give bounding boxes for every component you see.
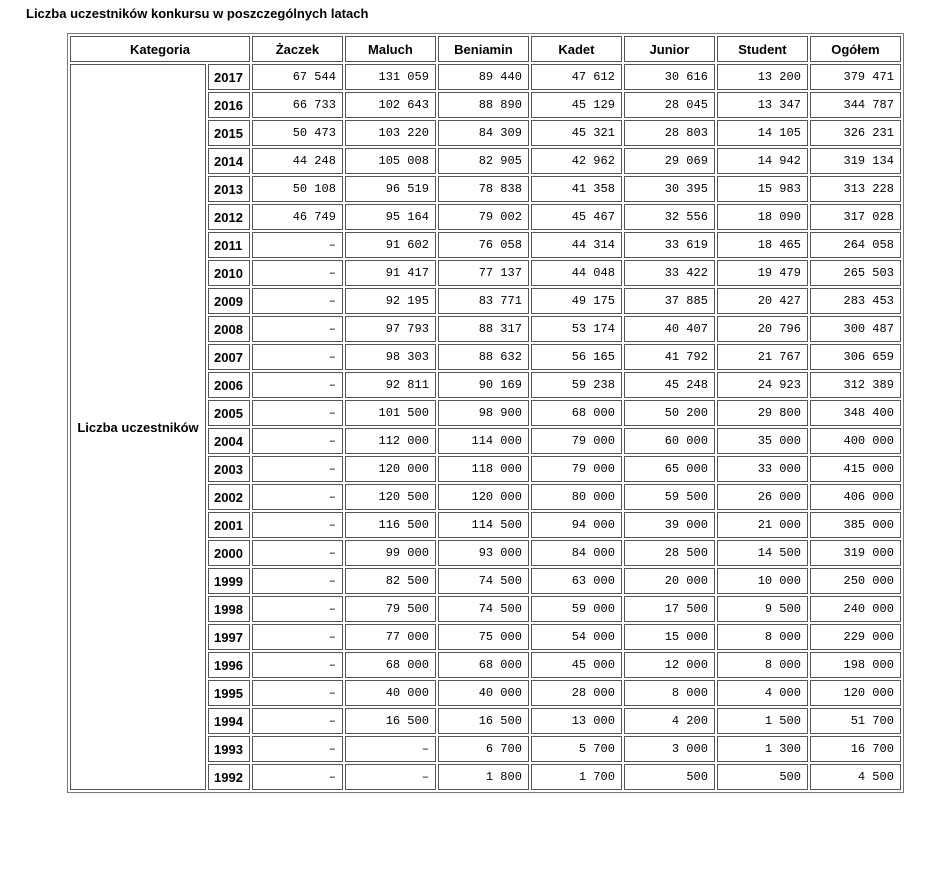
cell-student: 18 465 — [717, 232, 808, 258]
cell-kadet: 45 467 — [531, 204, 622, 230]
cell-zaczek: – — [252, 568, 343, 594]
cell-beniamin: 6 700 — [438, 736, 529, 762]
cell-beniamin: 1 800 — [438, 764, 529, 790]
cell-ogolem: 4 500 — [810, 764, 901, 790]
cell-maluch: 91 417 — [345, 260, 436, 286]
cell-junior: 41 792 — [624, 344, 715, 370]
cell-maluch: – — [345, 764, 436, 790]
cell-junior: 20 000 — [624, 568, 715, 594]
cell-maluch: 120 000 — [345, 456, 436, 482]
cell-junior: 3 000 — [624, 736, 715, 762]
cell-junior: 28 803 — [624, 120, 715, 146]
cell-beniamin: 89 440 — [438, 64, 529, 90]
cell-ogolem: 400 000 — [810, 428, 901, 454]
cell-zaczek: 50 108 — [252, 176, 343, 202]
cell-maluch: 105 008 — [345, 148, 436, 174]
cell-junior: 32 556 — [624, 204, 715, 230]
cell-maluch: 120 500 — [345, 484, 436, 510]
cell-beniamin: 74 500 — [438, 568, 529, 594]
cell-junior: 33 619 — [624, 232, 715, 258]
cell-beniamin: 68 000 — [438, 652, 529, 678]
cell-zaczek: – — [252, 540, 343, 566]
cell-ogolem: 229 000 — [810, 624, 901, 650]
cell-beniamin: 16 500 — [438, 708, 529, 734]
cell-beniamin: 90 169 — [438, 372, 529, 398]
cell-beniamin: 93 000 — [438, 540, 529, 566]
cell-kadet: 13 000 — [531, 708, 622, 734]
year-cell: 2006 — [208, 372, 250, 398]
cell-student: 15 983 — [717, 176, 808, 202]
cell-beniamin: 114 000 — [438, 428, 529, 454]
cell-maluch: 79 500 — [345, 596, 436, 622]
cell-student: 8 000 — [717, 652, 808, 678]
cell-kadet: 79 000 — [531, 456, 622, 482]
cell-ogolem: 265 503 — [810, 260, 901, 286]
year-cell: 2015 — [208, 120, 250, 146]
cell-kadet: 45 321 — [531, 120, 622, 146]
cell-beniamin: 77 137 — [438, 260, 529, 286]
cell-maluch: 16 500 — [345, 708, 436, 734]
cell-zaczek: 67 544 — [252, 64, 343, 90]
cell-zaczek: – — [252, 260, 343, 286]
cell-ogolem: 348 400 — [810, 400, 901, 426]
cell-zaczek: – — [252, 232, 343, 258]
cell-zaczek: – — [252, 344, 343, 370]
header-kategoria: Kategoria — [70, 36, 250, 62]
cell-zaczek: – — [252, 316, 343, 342]
header-maluch: Maluch — [345, 36, 436, 62]
cell-maluch: 82 500 — [345, 568, 436, 594]
cell-zaczek: – — [252, 736, 343, 762]
cell-student: 29 800 — [717, 400, 808, 426]
participants-table — [67, 33, 904, 793]
cell-maluch: 40 000 — [345, 680, 436, 706]
cell-student: 14 500 — [717, 540, 808, 566]
cell-beniamin: 88 890 — [438, 92, 529, 118]
cell-zaczek: – — [252, 512, 343, 538]
cell-zaczek: 46 749 — [252, 204, 343, 230]
cell-student: 21 000 — [717, 512, 808, 538]
cell-junior: 45 248 — [624, 372, 715, 398]
cell-kadet: 63 000 — [531, 568, 622, 594]
cell-ogolem: 319 134 — [810, 148, 901, 174]
cell-ogolem: 326 231 — [810, 120, 901, 146]
cell-student: 21 767 — [717, 344, 808, 370]
cell-kadet: 44 314 — [531, 232, 622, 258]
cell-student: 20 427 — [717, 288, 808, 314]
cell-zaczek: 66 733 — [252, 92, 343, 118]
year-cell: 2008 — [208, 316, 250, 342]
year-cell: 2007 — [208, 344, 250, 370]
cell-ogolem: 385 000 — [810, 512, 901, 538]
cell-ogolem: 300 487 — [810, 316, 901, 342]
year-cell: 1995 — [208, 680, 250, 706]
cell-student: 8 000 — [717, 624, 808, 650]
header-zaczek: Żaczek — [252, 36, 343, 62]
cell-maluch: 99 000 — [345, 540, 436, 566]
cell-junior: 500 — [624, 764, 715, 790]
year-cell: 1994 — [208, 708, 250, 734]
year-cell: 2010 — [208, 260, 250, 286]
cell-ogolem: 16 700 — [810, 736, 901, 762]
cell-junior: 8 000 — [624, 680, 715, 706]
year-cell: 2014 — [208, 148, 250, 174]
table-caption: Liczba uczestników konkursu w poszczególnych latach — [26, 6, 369, 21]
cell-kadet: 42 962 — [531, 148, 622, 174]
cell-maluch: 102 643 — [345, 92, 436, 118]
cell-ogolem: 406 000 — [810, 484, 901, 510]
cell-junior: 33 422 — [624, 260, 715, 286]
cell-ogolem: 379 471 — [810, 64, 901, 90]
cell-junior: 39 000 — [624, 512, 715, 538]
cell-beniamin: 82 905 — [438, 148, 529, 174]
year-cell: 1998 — [208, 596, 250, 622]
cell-beniamin: 40 000 — [438, 680, 529, 706]
cell-zaczek: – — [252, 288, 343, 314]
cell-beniamin: 88 632 — [438, 344, 529, 370]
cell-maluch: – — [345, 736, 436, 762]
header-student: Student — [717, 36, 808, 62]
cell-zaczek: – — [252, 764, 343, 790]
cell-ogolem: 51 700 — [810, 708, 901, 734]
cell-beniamin: 98 900 — [438, 400, 529, 426]
year-cell: 2012 — [208, 204, 250, 230]
cell-maluch: 112 000 — [345, 428, 436, 454]
cell-student: 35 000 — [717, 428, 808, 454]
year-cell: 2009 — [208, 288, 250, 314]
cell-junior: 12 000 — [624, 652, 715, 678]
cell-student: 9 500 — [717, 596, 808, 622]
cell-junior: 65 000 — [624, 456, 715, 482]
cell-kadet: 45 000 — [531, 652, 622, 678]
cell-beniamin: 118 000 — [438, 456, 529, 482]
cell-zaczek: – — [252, 624, 343, 650]
cell-ogolem: 240 000 — [810, 596, 901, 622]
cell-kadet: 59 000 — [531, 596, 622, 622]
cell-ogolem: 317 028 — [810, 204, 901, 230]
cell-kadet: 94 000 — [531, 512, 622, 538]
cell-zaczek: – — [252, 456, 343, 482]
cell-junior: 4 200 — [624, 708, 715, 734]
cell-ogolem: 415 000 — [810, 456, 901, 482]
cell-junior: 40 407 — [624, 316, 715, 342]
year-cell: 2001 — [208, 512, 250, 538]
cell-ogolem: 250 000 — [810, 568, 901, 594]
cell-ogolem: 283 453 — [810, 288, 901, 314]
cell-junior: 30 616 — [624, 64, 715, 90]
cell-junior: 60 000 — [624, 428, 715, 454]
year-cell: 2013 — [208, 176, 250, 202]
cell-kadet: 84 000 — [531, 540, 622, 566]
cell-zaczek: – — [252, 652, 343, 678]
cell-maluch: 116 500 — [345, 512, 436, 538]
cell-junior: 30 395 — [624, 176, 715, 202]
cell-zaczek: – — [252, 596, 343, 622]
cell-kadet: 79 000 — [531, 428, 622, 454]
cell-beniamin: 120 000 — [438, 484, 529, 510]
cell-zaczek: – — [252, 680, 343, 706]
cell-maluch: 96 519 — [345, 176, 436, 202]
cell-maluch: 91 602 — [345, 232, 436, 258]
cell-student: 1 300 — [717, 736, 808, 762]
cell-student: 19 479 — [717, 260, 808, 286]
cell-kadet: 5 700 — [531, 736, 622, 762]
cell-junior: 15 000 — [624, 624, 715, 650]
cell-beniamin: 83 771 — [438, 288, 529, 314]
cell-student: 14 942 — [717, 148, 808, 174]
year-cell: 2004 — [208, 428, 250, 454]
cell-maluch: 101 500 — [345, 400, 436, 426]
cell-kadet: 59 238 — [531, 372, 622, 398]
cell-ogolem: 264 058 — [810, 232, 901, 258]
cell-kadet: 68 000 — [531, 400, 622, 426]
cell-kadet: 28 000 — [531, 680, 622, 706]
cell-ogolem: 319 000 — [810, 540, 901, 566]
cell-student: 13 347 — [717, 92, 808, 118]
cell-kadet: 49 175 — [531, 288, 622, 314]
cell-maluch: 68 000 — [345, 652, 436, 678]
header-ogolem: Ogółem — [810, 36, 901, 62]
cell-maluch: 95 164 — [345, 204, 436, 230]
cell-ogolem: 120 000 — [810, 680, 901, 706]
year-cell: 1999 — [208, 568, 250, 594]
cell-student: 14 105 — [717, 120, 808, 146]
cell-junior: 59 500 — [624, 484, 715, 510]
cell-ogolem: 312 389 — [810, 372, 901, 398]
cell-junior: 28 045 — [624, 92, 715, 118]
cell-kadet: 54 000 — [531, 624, 622, 650]
cell-zaczek: – — [252, 484, 343, 510]
year-cell: 2000 — [208, 540, 250, 566]
cell-student: 20 796 — [717, 316, 808, 342]
cell-ogolem: 313 228 — [810, 176, 901, 202]
cell-ogolem: 306 659 — [810, 344, 901, 370]
row-group-label: Liczba uczestników — [70, 64, 206, 790]
cell-kadet: 1 700 — [531, 764, 622, 790]
cell-beniamin: 79 002 — [438, 204, 529, 230]
cell-student: 18 090 — [717, 204, 808, 230]
cell-beniamin: 78 838 — [438, 176, 529, 202]
cell-kadet: 47 612 — [531, 64, 622, 90]
cell-kadet: 80 000 — [531, 484, 622, 510]
table-row — [70, 64, 901, 90]
cell-maluch: 97 793 — [345, 316, 436, 342]
year-cell: 1992 — [208, 764, 250, 790]
cell-student: 33 000 — [717, 456, 808, 482]
cell-junior: 29 069 — [624, 148, 715, 174]
year-cell: 2017 — [208, 64, 250, 90]
cell-maluch: 98 303 — [345, 344, 436, 370]
cell-junior: 17 500 — [624, 596, 715, 622]
cell-beniamin: 114 500 — [438, 512, 529, 538]
cell-junior: 37 885 — [624, 288, 715, 314]
year-cell: 1993 — [208, 736, 250, 762]
header-junior: Junior — [624, 36, 715, 62]
cell-beniamin: 75 000 — [438, 624, 529, 650]
cell-zaczek: – — [252, 708, 343, 734]
cell-zaczek: – — [252, 372, 343, 398]
year-cell: 1997 — [208, 624, 250, 650]
cell-zaczek: – — [252, 400, 343, 426]
year-cell: 2011 — [208, 232, 250, 258]
cell-beniamin: 76 058 — [438, 232, 529, 258]
cell-kadet: 56 165 — [531, 344, 622, 370]
cell-beniamin: 74 500 — [438, 596, 529, 622]
cell-kadet: 41 358 — [531, 176, 622, 202]
year-cell: 2002 — [208, 484, 250, 510]
cell-student: 26 000 — [717, 484, 808, 510]
cell-beniamin: 88 317 — [438, 316, 529, 342]
cell-student: 24 923 — [717, 372, 808, 398]
cell-kadet: 53 174 — [531, 316, 622, 342]
cell-maluch: 77 000 — [345, 624, 436, 650]
cell-student: 10 000 — [717, 568, 808, 594]
cell-zaczek: 50 473 — [252, 120, 343, 146]
cell-maluch: 131 059 — [345, 64, 436, 90]
header-row — [70, 36, 901, 62]
cell-zaczek: – — [252, 428, 343, 454]
header-beniamin: Beniamin — [438, 36, 529, 62]
cell-student: 4 000 — [717, 680, 808, 706]
cell-junior: 50 200 — [624, 400, 715, 426]
cell-kadet: 45 129 — [531, 92, 622, 118]
cell-maluch: 92 811 — [345, 372, 436, 398]
header-kadet: Kadet — [531, 36, 622, 62]
cell-ogolem: 344 787 — [810, 92, 901, 118]
cell-student: 500 — [717, 764, 808, 790]
cell-student: 1 500 — [717, 708, 808, 734]
cell-zaczek: 44 248 — [252, 148, 343, 174]
year-cell: 1996 — [208, 652, 250, 678]
year-cell: 2005 — [208, 400, 250, 426]
cell-ogolem: 198 000 — [810, 652, 901, 678]
cell-student: 13 200 — [717, 64, 808, 90]
cell-kadet: 44 048 — [531, 260, 622, 286]
cell-junior: 28 500 — [624, 540, 715, 566]
cell-maluch: 103 220 — [345, 120, 436, 146]
year-cell: 2003 — [208, 456, 250, 482]
cell-maluch: 92 195 — [345, 288, 436, 314]
cell-beniamin: 84 309 — [438, 120, 529, 146]
year-cell: 2016 — [208, 92, 250, 118]
